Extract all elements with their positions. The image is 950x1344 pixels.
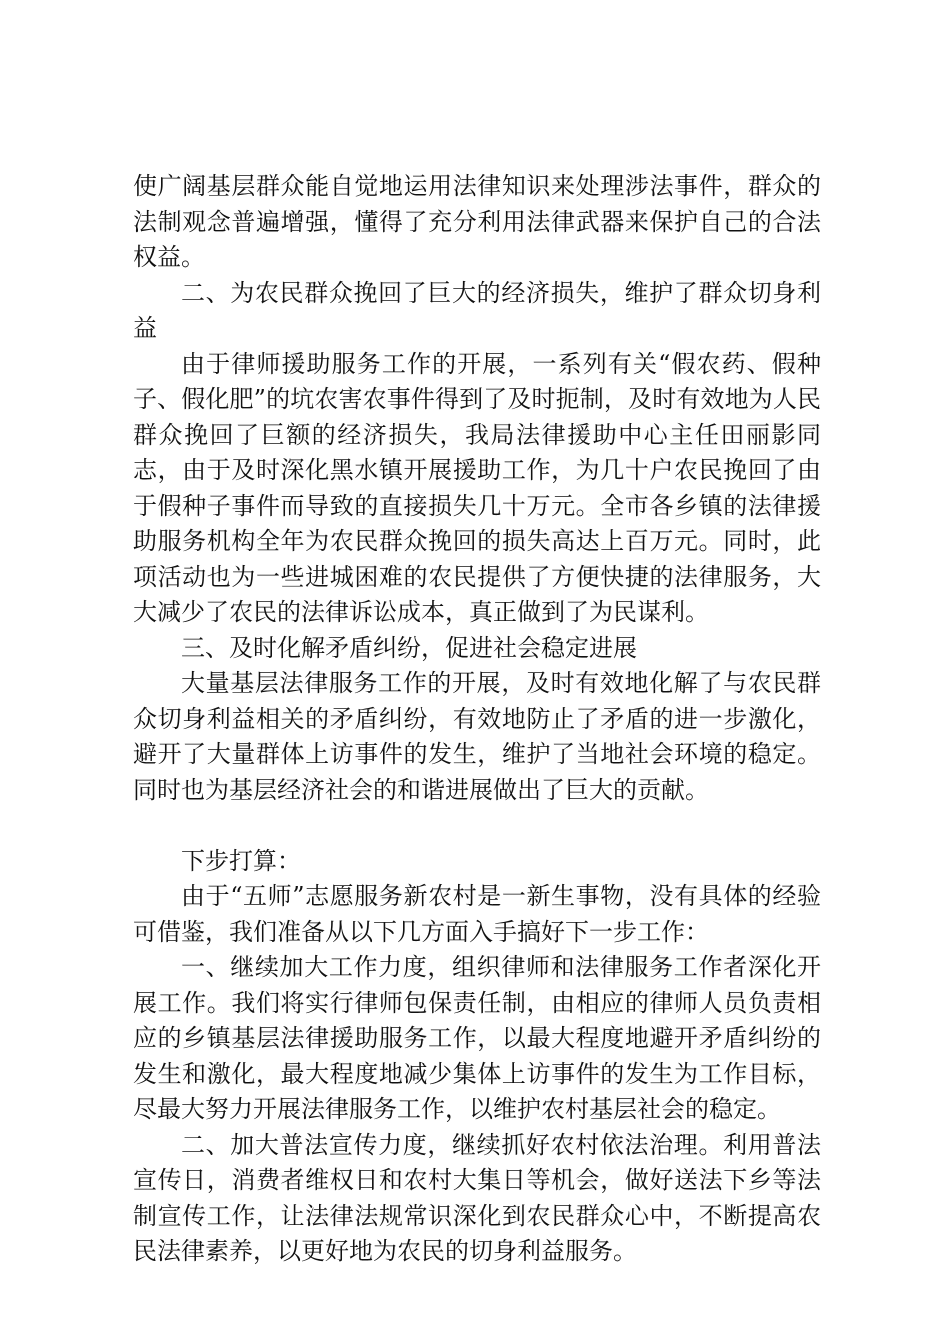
paragraph-continuation: 使广阔基层群众能自觉地运用法律知识来处理涉法事件，群众的法制观念普遍增强，懂得了充分利用法律武器来保护自己的合法权益。 xyxy=(133,172,821,271)
paragraph-section-3: 大量基层法律服务工作的开展，及时有效地化解了与农民群众切身利益相关的矛盾纠纷，有效地防止了矛盾的进一步激化，避开了大量群体上访事件的发生，维护了当地社会环境的稳定。同时也为基层经济社会的和谐进展做出了巨大的贡献。 xyxy=(133,669,821,804)
paragraph-next-steps-intro: 由于“五师”志愿服务新农村是一新生事物，没有具体的经验可借鉴，我们准备从以下几方面入手搞好下一步工作： xyxy=(133,882,821,946)
document-body xyxy=(133,169,821,1270)
paragraph-plan-1: 一、继续加大工作力度，组织律师和法律服务工作者深化开展工作。我们将实行律师包保责任制，由相应的律师人员负责相应的乡镇基层法律援助服务工作，以最大程度地避开矛盾纠纷的发生和激化，最大程度地减少集体上访事件的发生为工作目标，尽最大努力开展法律服务工作，以维护农村基层社会的稳定。 xyxy=(133,953,821,1123)
section-heading-3: 三、及时化解矛盾纠纷，促进社会稳定进展 xyxy=(181,633,637,662)
next-steps-heading: 下步打算： xyxy=(181,846,301,875)
paragraph-plan-2: 二、加大普法宣传力度，继续抓好农村依法治理。利用普法宣传日，消费者维权日和农村大集日等机会，做好送法下乡等法制宣传工作，让法律法规常识深化到农民群众心中，不断提高农民法律素养，以更好地为农民的切身利益服务。 xyxy=(133,1130,821,1265)
section-heading-2: 二、为农民群众挽回了巨大的经济损失，维护了群众切身利益 xyxy=(133,278,821,342)
paragraph-section-2: 由于律师援助服务工作的开展，一系列有关“假农药、假种子、假化肥”的坑农害农事件得到了及时扼制，及时有效地为人民群众挽回了巨额的经济损失，我局法律援助中心主任田丽影同志，由于及时深化黑水镇开展援助工作，为几十户农民挽回了由于假种子事件而导致的直接损失几十万元。全市各乡镇的法律援助服务机构全年为农民群众挽回的损失高达上百万元。同时，此项活动也为一些进城困难的农民提供了方便快捷的法律服务，大大减少了农民的法律诉讼成本，真正做到了为民谋利。 xyxy=(133,349,821,626)
